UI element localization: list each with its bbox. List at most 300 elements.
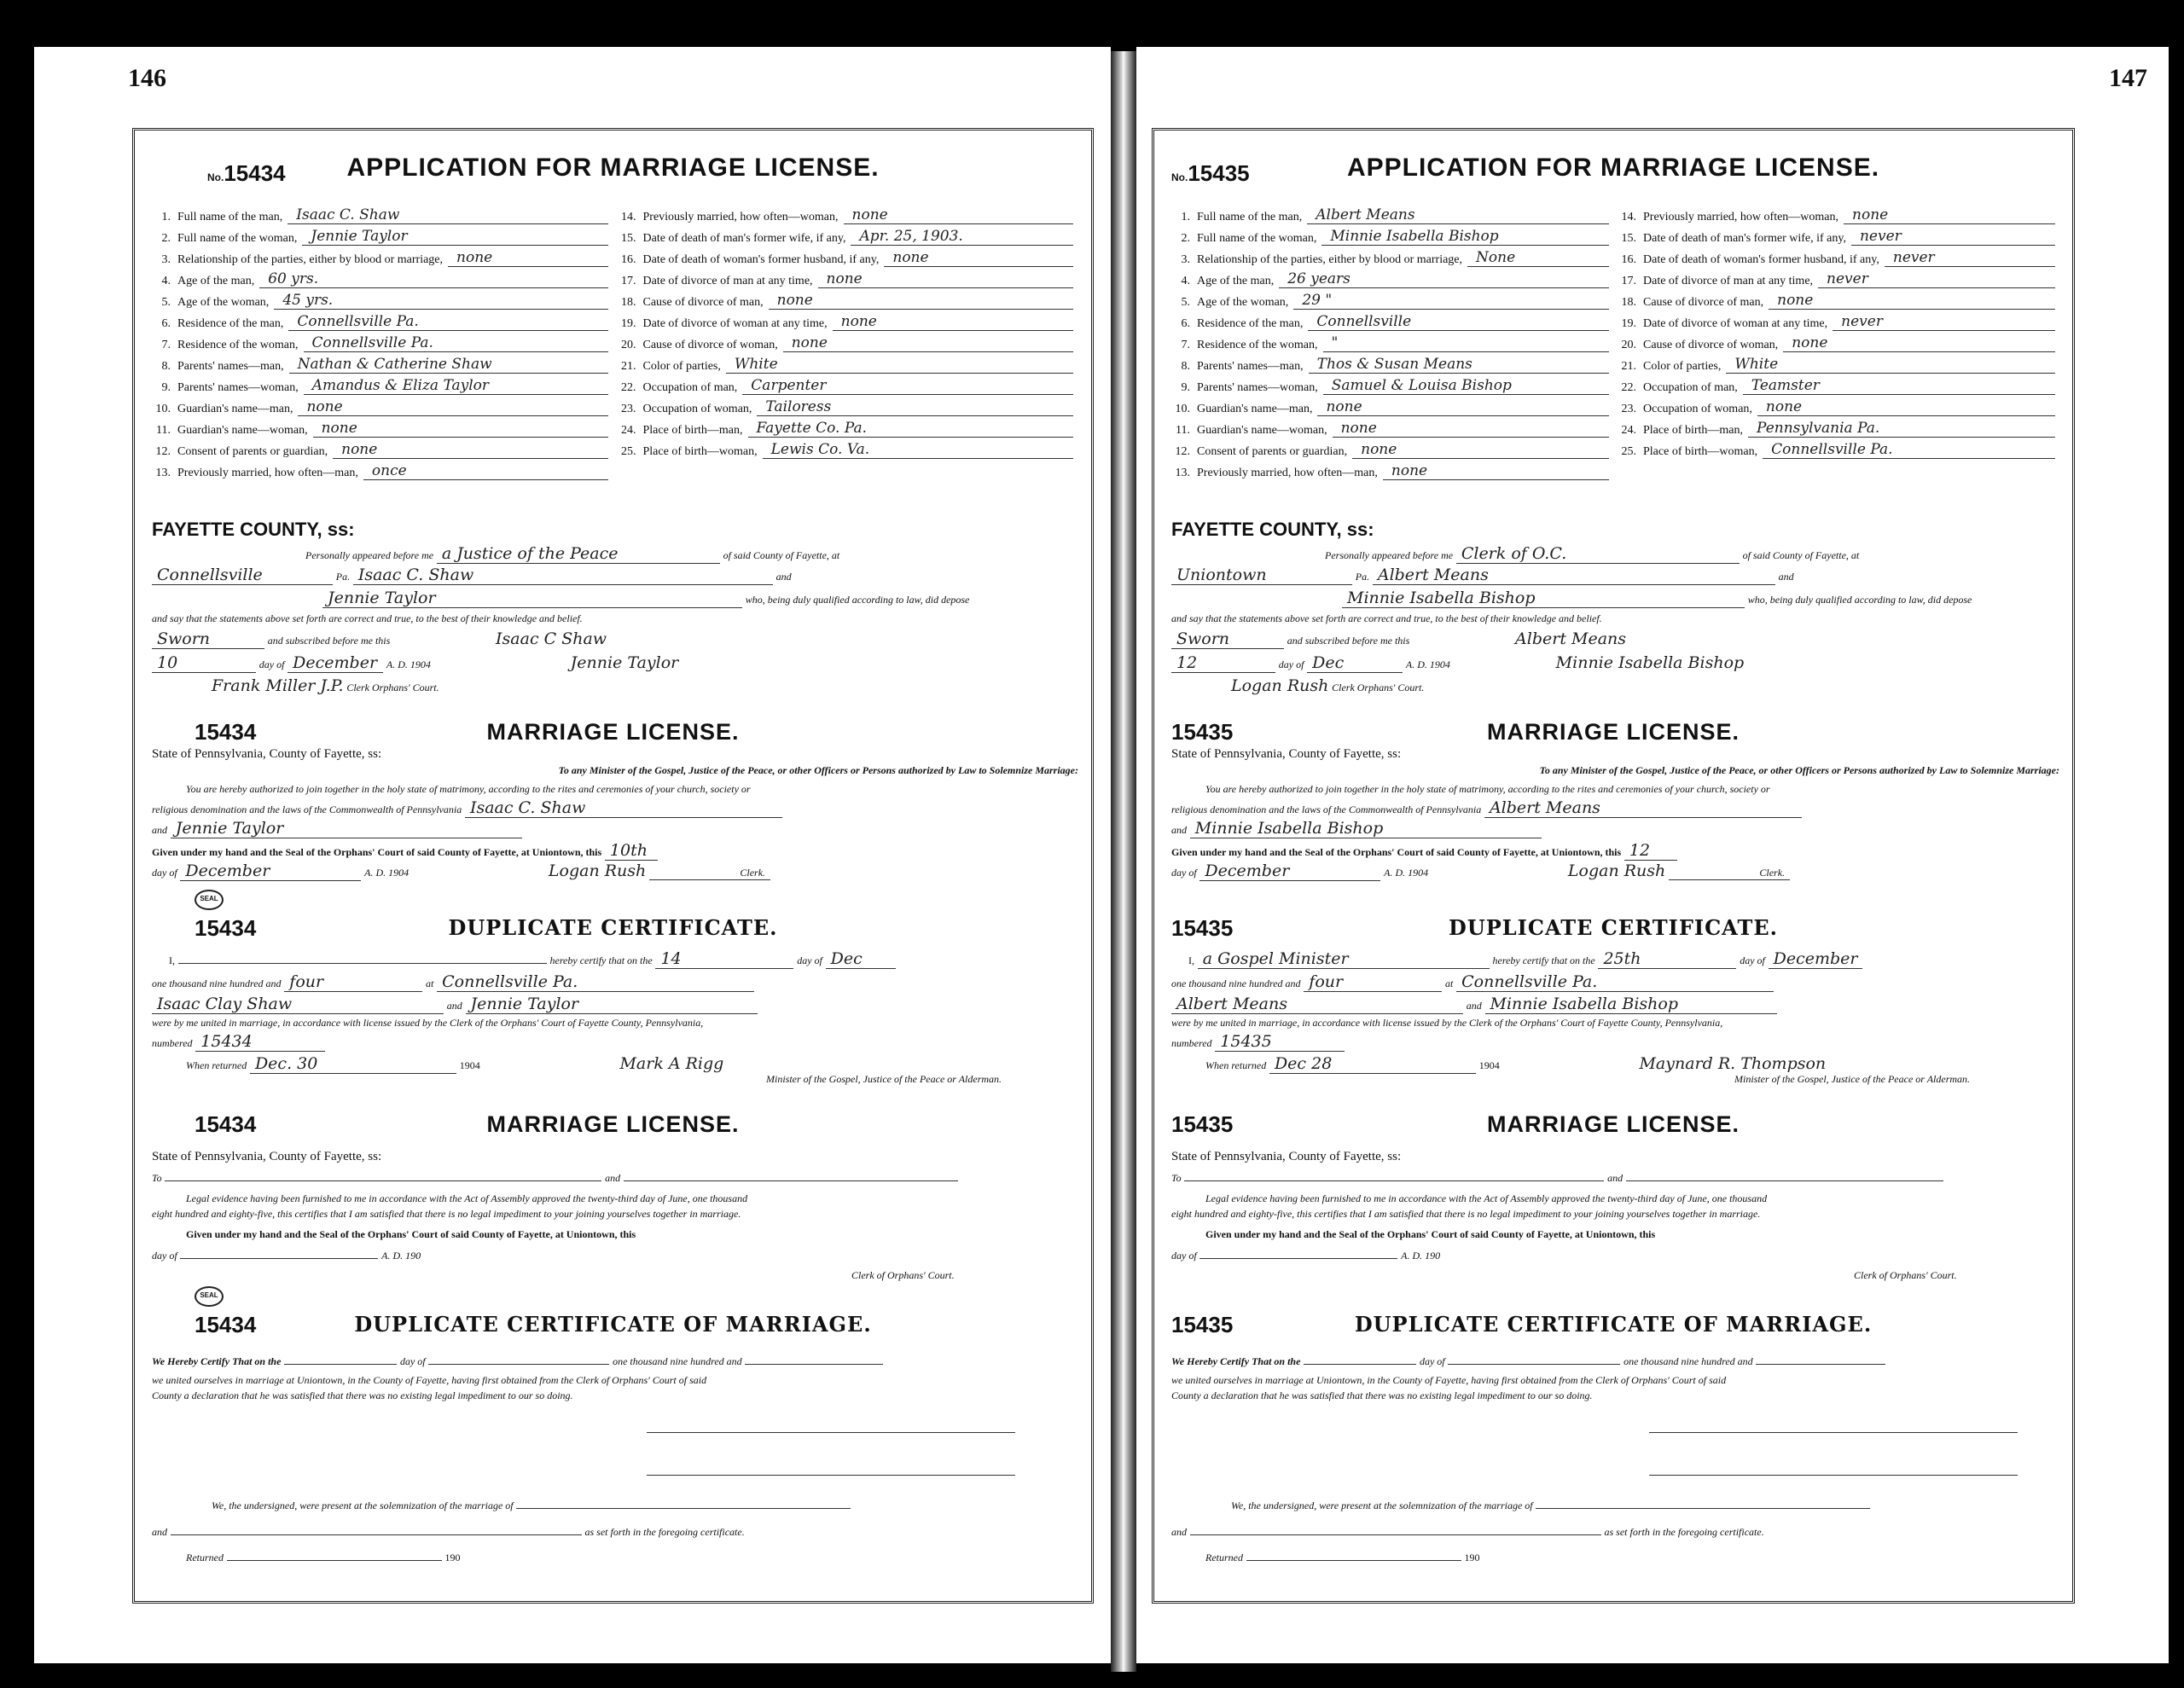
application-field [618,416,1074,438]
field-number: 21. [621,360,636,373]
field-value: none [1352,441,1608,459]
field-value: Fayette Co. Pa. [748,420,1074,438]
license2-body2: eight hundred and eighty-five, this certifies that I am satisfied that there is no legal impediment to your joining yourselves together in marriage. [152,1208,741,1220]
application-field [618,203,1074,224]
field-value: never [1833,313,2054,331]
application-field [1171,288,1609,310]
place-line: Uniontown Pa. Albert Means and [1171,566,2059,585]
application-field [152,267,608,288]
field-value: none [448,249,608,267]
field-label: Relationship of the parties, either by blood or marriage, [1197,253,1463,266]
application-field [618,224,1074,246]
field-value: none [783,334,1073,352]
field-value: White [726,356,1073,374]
undersigned-line: We, the undersigned, were present at the solemnization of the marriage of [152,1499,1078,1512]
application-field [1171,459,1609,480]
cert-and-line: and as set forth in the foregoing certificate. [1171,1526,1764,1538]
field-value: none [1333,420,1609,438]
license2-clerk: Clerk of Orphans' Court. [851,1269,955,1281]
united-line: were by me united in marriage, in accordance with license issued by the Clerk of the Orphans' Court of Fayette County, Pennsylvania, [1171,1017,1723,1029]
application-field [1618,267,2055,288]
field-value: Connellsville [1308,313,1608,331]
cert-line1: We Hereby Certify That on the day of one thousand nine hundred and [152,1354,1078,1369]
license2-body1: Legal evidence having been furnished to me in accordance with the Act of Assembly approved the twenty-third day of June, one thousand [186,1192,748,1204]
field-label: Parents' names—woman, [177,381,299,394]
duplicate-title: DUPLICATE CERTIFICATE. [1449,915,1778,940]
application-fields [1171,203,2064,510]
application-field [1171,395,1609,416]
field-label: Date of death of woman's former husband, if any, [642,253,880,266]
field-value: Apr. 25, 1903. [851,228,1073,246]
field-value: Teamster [1743,377,2055,395]
cert-line1: We Hereby Certify That on the day of one thousand nine hundred and [1171,1354,2059,1369]
field-label: Parents' names—man, [1197,360,1304,373]
application-number: No.15435 [1171,160,1250,186]
duplicate-number: 15435 [1171,915,1234,941]
field-value: none [333,441,607,459]
field-value: once [363,462,608,480]
application-field [1618,224,2055,246]
field-value: Thos & Susan Means [1309,356,1609,374]
field-value: Isaac C. Shaw [288,206,607,224]
field-number: 22. [621,381,636,394]
field-label: Place of birth—man, [1643,424,1744,437]
field-value: none [1769,292,2054,310]
cert-and-line: and as set forth in the foregoing certificate. [152,1526,745,1538]
field-value: none [298,398,607,416]
application-field [152,224,608,246]
page-number: 146 [128,64,166,92]
application-field [152,374,608,395]
field-number: 12. [155,445,171,458]
cert-returned-line: Returned 190 [186,1552,461,1563]
field-label: Color of parties, [642,360,721,373]
field-value: none [1844,206,2055,224]
appeared-line: Personally appeared before me a Justice of the Peace of said County of Fayette, at [305,544,840,563]
certificate-number: 15434 [195,1312,257,1337]
page-number: 147 [2109,64,2147,92]
field-label: Date of divorce of woman at any time, [642,317,828,330]
field-label: Parents' names—woman, [1197,381,1318,394]
field-number: 14. [621,211,636,223]
field-number: 8. [1181,360,1190,373]
certificate-title: DUPLICATE CERTIFICATE OF MARRIAGE. [354,1312,872,1337]
returned-line: When returned Dec 28 1904 Maynard R. Thompson [1205,1054,1827,1073]
field-label: Full name of the woman, [1197,232,1317,245]
say-line: and say that the statements above set forth are correct and true, to the best of their knowledge and belief. [152,612,583,624]
state-line: State of Pennsylvania, County of Fayette, ss: [152,747,382,761]
application-number: No.15434 [207,160,286,186]
certificate-title: DUPLICATE CERTIFICATE OF MARRIAGE. [1354,1312,1873,1337]
field-label: Relationship of the parties, either by blood or marriage, [177,253,444,266]
field-label: Date of divorce of man at any time, [642,275,813,287]
field-label: Date of divorce of woman at any time, [1643,317,1828,330]
field-number: 24. [1621,424,1636,437]
field-label: Occupation of woman, [642,403,752,415]
application-field [152,288,608,310]
field-number: 23. [1621,403,1636,415]
field-label: Place of birth—man, [642,424,743,437]
field-label: Age of the woman, [1197,296,1289,309]
application-field [1171,224,1609,246]
field-number: 20. [621,339,636,351]
field-label: Guardian's name—woman, [177,424,308,437]
license-number: 15434 [195,719,257,745]
field-number: 5. [1181,296,1190,309]
cert-line2: we united ourselves in marriage at Uniontown, in the County of Fayette, having first obtained from the Clerk of Orphans' Court of said [1171,1374,1727,1386]
field-label: Previously married, how often—man, [1197,467,1378,479]
application-field [152,438,608,459]
certify-line: I, a Gospel Minister hereby certify that on the 25th day of December [1171,949,2059,969]
united-line: were by me united in marriage, in accordance with license issued by the Clerk of the Orphans' Court of Fayette County, Pennsylvania, [152,1017,704,1029]
cert-line2: we united ourselves in marriage at Uniontown, in the County of Fayette, having first obtained from the Clerk of Orphans' Court of said [152,1374,707,1386]
field-number: 23. [621,403,636,415]
state-line: State of Pennsylvania, County of Fayette, ss: [1171,747,1402,761]
field-number: 18. [1621,296,1636,309]
field-number: 4. [1181,275,1190,287]
application-field [618,331,1074,352]
field-label: Previously married, how often—man, [177,467,358,479]
field-label: Residence of the woman, [1197,339,1318,351]
field-label: Full name of the man, [177,211,283,223]
cert-line3: County a declaration that he was satisfied that there was no existing legal impediment to our so doing. [152,1389,573,1401]
license2-number: 15435 [1171,1111,1234,1137]
field-number: 3. [161,253,171,266]
field-value: never [1885,249,2055,267]
field-label: Consent of parents or guardian, [1197,445,1348,458]
application-field [1171,203,1609,224]
field-value: Albert Means [1307,206,1608,224]
field-number: 1. [161,211,171,223]
field-column [1171,203,1609,480]
application-field [152,246,608,267]
field-number: 16. [621,253,636,266]
field-number: 7. [161,339,171,351]
minister-title: Minister of the Gospel, Justice of the Peace or Alderman. [766,1073,1002,1085]
place-line: Connellsville Pa. Isaac C. Shaw and [152,566,1078,585]
application-field [1618,331,2055,352]
field-number: 13. [155,467,171,479]
field-value: none [844,206,1074,224]
certificate-number: 15435 [1171,1312,1234,1337]
to-line: To and [1171,1171,2059,1186]
field-label: Consent of parents or guardian, [177,445,328,458]
couple-line: Albert Means and Minnie Isabella Bishop [1171,995,2059,1014]
license-given-line: Given under my hand and the Seal of the Orphans' Court of said County of Fayette, at Uniontown, this 10th [152,841,1078,861]
application-field [152,459,608,480]
field-value: never [1818,270,2054,288]
field-value: 60 yrs. [259,270,607,288]
field-number: 3. [1181,253,1190,266]
numbered-line: numbered 15434 [152,1032,1078,1052]
field-value: Connellsville Pa. [304,334,608,352]
license-title: MARRIAGE LICENSE. [1486,719,1740,745]
license2-given: Given under my hand and the Seal of the Orphans' Court of said County of Fayette, at Uniontown, this [186,1228,636,1240]
field-label: Age of the man, [177,275,255,287]
license2-given: Given under my hand and the Seal of the Orphans' Court of said County of Fayette, at Uniontown, this [1205,1228,1656,1240]
application-section [135,135,1091,519]
county-heading: FAYETTE COUNTY, ss: [1171,519,1374,540]
field-label: Color of parties, [1643,360,1722,373]
field-value: Carpenter [742,377,1073,395]
field-number: 10. [155,403,171,415]
field-value: Lewis Co. Va. [763,441,1073,459]
field-value: 45 yrs. [274,292,607,310]
license-woman-line: and Minnie Isabella Bishop [1171,819,2059,838]
cert-sign-line [1171,1465,2059,1480]
field-value: Amandus & Eliza Taylor [304,377,608,395]
cert-returned-line: Returned 190 [1205,1552,1480,1563]
field-number: 24. [621,424,636,437]
license2-title: MARRIAGE LICENSE. [1486,1111,1740,1137]
field-value: never [1851,228,2055,246]
field-number: 2. [1181,232,1190,245]
license-body2-line: religious denomination and the laws of the Commonwealth of Pennsylvania Albert Means [1171,798,2059,818]
right-page [1136,47,2169,1663]
official-line: Logan Rush Clerk Orphans' Court. [1231,676,1425,695]
appeared-line: Personally appeared before me Clerk of O.C. of said County of Fayette, at [1325,544,1860,563]
field-value: none [1757,398,2055,416]
field-value: None [1467,249,1609,267]
field-label: Age of the woman, [177,296,270,309]
field-label: Residence of the man, [1197,317,1304,330]
field-value: none [818,270,1074,288]
certificate-section [135,1308,1091,1598]
field-value: none [313,420,608,438]
field-label: Guardian's name—man, [1197,403,1313,415]
field-label: Cause of divorce of man, [1643,296,1764,309]
undersigned-line: We, the undersigned, were present at the solemnization of the marriage of [1171,1499,2059,1512]
field-number: 21. [1621,360,1636,373]
field-number: 22. [1621,381,1636,394]
license-section [1154,715,2072,911]
application-field [152,416,608,438]
official-line: Frank Miller J.P. Clerk Orphans' Court. [212,676,439,695]
field-label: Age of the man, [1197,275,1275,287]
field-label: Residence of the man, [177,317,284,330]
license2-clerk: Clerk of Orphans' Court. [1854,1269,1957,1281]
field-number: 11. [1176,424,1190,437]
field-number: 9. [161,381,171,394]
license-body2-line: religious denomination and the laws of the Commonwealth of Pennsylvania Isaac C. Shaw [152,798,1078,818]
field-label: Guardian's name—man, [177,403,293,415]
application-field [1171,438,1609,459]
application-field [1618,203,2055,224]
field-value: Connellsville Pa. [288,313,607,331]
license2-date-line: day of A. D. 190 [1171,1250,1441,1262]
duplicate-section [1154,911,2072,1085]
field-number: 8. [161,360,171,373]
application-field [1618,288,2055,310]
field-label: Occupation of woman, [1643,403,1752,415]
field-number: 15. [1621,232,1636,245]
state-line: State of Pennsylvania, County of Fayette, ss: [1171,1150,1402,1163]
license-date-line: day of December A. D. 1904 Logan Rush Clerk. [1171,861,2059,881]
license-body1: You are hereby authorized to join together in the holy state of matrimony, according to the rites and ceremonies of your church, society or [1205,783,1770,795]
license-given-line: Given under my hand and the Seal of the Orphans' Court of said County of Fayette, at Uniontown, this 12 [1171,841,2059,861]
field-value: none [769,292,1073,310]
field-label: Cause of divorce of woman, [642,339,778,351]
application-field [152,352,608,374]
cert-sign-line [152,1465,1078,1480]
field-value: 26 years [1279,270,1608,288]
affidavit-section [135,519,1091,698]
field-number: 17. [621,275,636,287]
field-label: Full name of the woman, [177,232,298,245]
field-label: Cause of divorce of man, [642,296,764,309]
field-value: Minnie Isabella Bishop [1321,228,1608,246]
minister-title: Minister of the Gospel, Justice of the Peace or Alderman. [1734,1073,1971,1085]
seal-icon: SEAL [195,890,224,910]
license2-body2: eight hundred and eighty-five, this certifies that I am satisfied that there is no legal impediment to your joining yourselves together in marriage. [1171,1208,1761,1220]
returned-line: When returned Dec. 30 1904 Mark A Rigg [186,1054,724,1073]
couple-line: Isaac Clay Shaw and Jennie Taylor [152,995,1078,1014]
field-label: Guardian's name—woman, [1197,424,1327,437]
license-woman-line: and Jennie Taylor [152,819,1078,838]
field-label: Previously married, how often—woman, [1643,211,1839,223]
page-frame [1152,128,2075,1604]
field-value: none [1783,334,2054,352]
field-value: Tailoress [757,398,1073,416]
field-value: none [1317,398,1608,416]
application-field [1618,374,2055,395]
license-section [135,715,1091,911]
field-value: Connellsville Pa. [1763,441,2054,459]
book-spine [1111,51,1136,1672]
field-value: Jennie Taylor [302,228,607,246]
duplicate-title: DUPLICATE CERTIFICATE. [448,915,778,940]
field-label: Place of birth—woman, [642,445,758,458]
field-label: Full name of the man, [1197,211,1303,223]
to-any-line: To any Minister of the Gospel, Justice of the Peace, or other Officers or Persons authorized by Law to Solemnize Marriage: [558,764,1078,776]
application-field [152,310,608,331]
license-date-line: day of December A. D. 1904 Logan Rush Clerk. [152,861,1078,881]
field-value: 29 " [1293,292,1608,310]
field-label: Occupation of man, [642,381,738,394]
application-field [618,267,1074,288]
field-label: Date of death of man's former wife, if any, [1643,232,1846,245]
certificate-section [1154,1308,2072,1598]
to-any-line: To any Minister of the Gospel, Justice of the Peace, or other Officers or Persons authorized by Law to Solemnize Marriage: [1539,764,2059,776]
application-field [1618,352,2055,374]
field-label: Place of birth—woman, [1643,445,1758,458]
duplicate-section [135,911,1091,1085]
field-number: 6. [1181,317,1190,330]
application-field [152,331,608,352]
field-number: 5. [161,296,171,309]
field-number: 7. [1181,339,1190,351]
license-body1: You are hereby authorized to join together in the holy state of matrimony, according to the rites and ceremonies of your church, society or [186,783,751,795]
affidavit-section [1154,519,2072,698]
field-number: 10. [1175,403,1190,415]
seal-icon: SEAL [195,1286,224,1307]
application-field [1171,267,1609,288]
field-number: 12. [1175,445,1190,458]
field-number: 19. [621,317,636,330]
application-field [618,352,1074,374]
application-field [1618,438,2055,459]
duplicate-number: 15434 [195,915,257,941]
application-field [618,374,1074,395]
license-number: 15435 [1171,719,1234,745]
field-label: Occupation of man, [1643,381,1738,394]
application-field [618,246,1074,267]
field-number: 6. [161,317,171,330]
application-field [1171,246,1609,267]
field-value: Nathan & Catherine Shaw [289,356,608,374]
field-number: 19. [1621,317,1636,330]
field-number: 4. [161,275,171,287]
field-number: 14. [1621,211,1636,223]
field-number: 25. [621,445,636,458]
application-field [1171,374,1609,395]
application-title: APPLICATION FOR MARRIAGE LICENSE. [346,154,880,182]
to-line: To and [152,1171,1078,1186]
field-label: Residence of the woman, [177,339,299,351]
county-heading: FAYETTE COUNTY, ss: [152,519,355,540]
state-line: State of Pennsylvania, County of Fayette, ss: [152,1150,382,1163]
field-value: " [1323,334,1609,352]
application-field [618,395,1074,416]
application-title: APPLICATION FOR MARRIAGE LICENSE. [1346,154,1880,182]
license-title: MARRIAGE LICENSE. [486,719,740,745]
numbered-line: numbered 15435 [1171,1032,2059,1052]
field-label: Parents' names—man, [177,360,284,373]
field-number: 25. [1621,445,1636,458]
application-field [618,288,1074,310]
field-column [1618,203,2055,459]
page-frame [132,128,1094,1604]
cert-sign-line [1171,1423,2059,1437]
application-field [152,395,608,416]
license2-body1: Legal evidence having been furnished to me in accordance with the Act of Assembly approved the twenty-third day of June, one thousand [1205,1192,1768,1204]
field-label: Date of divorce of man at any time, [1643,275,1814,287]
field-value: Pennsylvania Pa. [1748,420,2055,438]
field-number: 9. [1181,381,1190,394]
field-value: none [833,313,1073,331]
license2-title: MARRIAGE LICENSE. [486,1111,740,1137]
field-label: Previously married, how often—woman, [642,211,839,223]
field-label: Date of death of woman's former husband, if any, [1643,253,1879,266]
application-field [1618,246,2055,267]
date-line: 10 day of December A. D. 1904 Jennie Taylor [152,653,1078,673]
field-number: 20. [1621,339,1636,351]
application-field [1171,310,1609,331]
application-field [1171,352,1609,374]
field-number: 17. [1621,275,1636,287]
license2-section [1154,1107,2072,1303]
application-field [618,310,1074,331]
year-line: one thousand nine hundred and four at Connellsville Pa. [152,972,1078,992]
cert-sign-line [152,1423,1078,1437]
field-number: 13. [1175,467,1190,479]
license2-section [135,1107,1091,1303]
application-section [1154,135,2072,519]
field-value: none [1383,462,1609,480]
field-number: 2. [161,232,171,245]
license2-number: 15434 [195,1111,257,1137]
field-value: White [1726,356,2054,374]
sworn-line: Sworn and subscribed before me this Albert Means [1171,629,2059,649]
field-column [618,203,1074,459]
cert-line3: County a declaration that he was satisfied that there was no existing legal impediment to our so doing. [1171,1389,1593,1401]
application-field [618,438,1074,459]
field-number: 15. [621,232,636,245]
field-number: 1. [1181,211,1190,223]
license2-date-line: day of A. D. 190 [152,1250,421,1262]
application-fields [152,203,1083,510]
field-value: Samuel & Louisa Bishop [1323,377,1609,395]
